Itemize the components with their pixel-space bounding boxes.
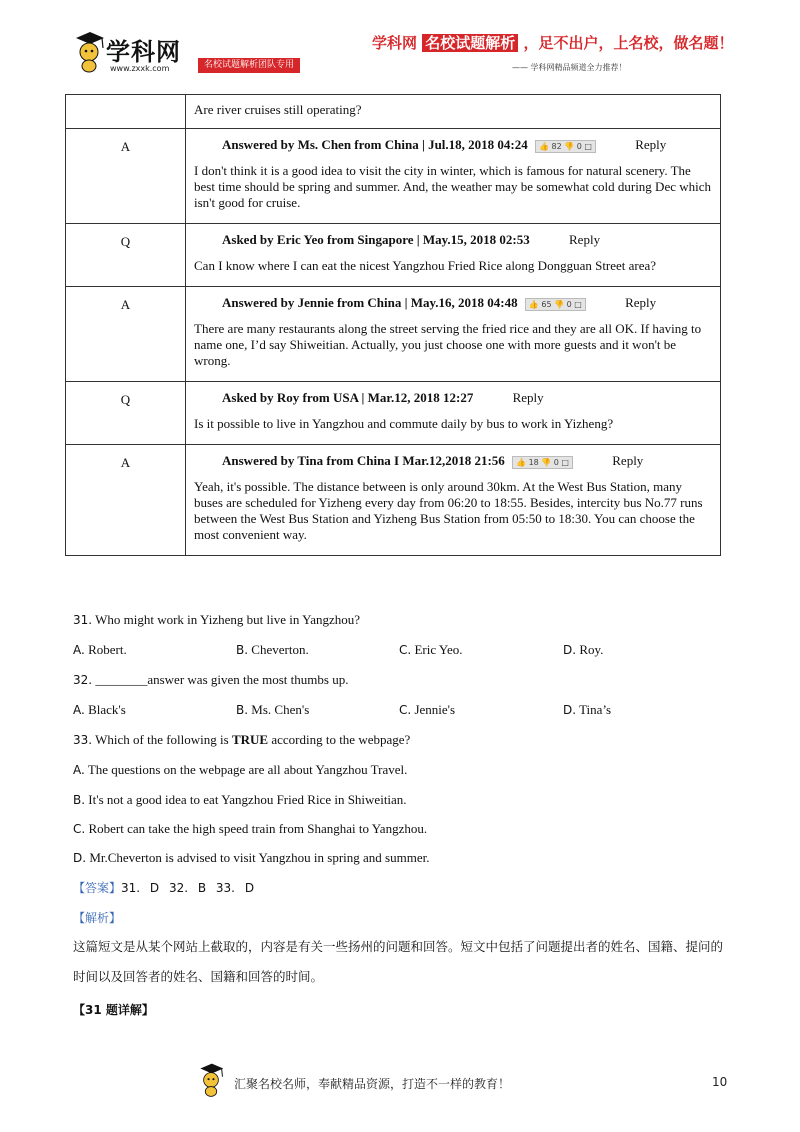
option-33-c: C. Robert can take the high speed train from Shanghai to Yangzhou.: [73, 821, 428, 836]
row-type: A: [66, 129, 186, 224]
votes-down: 0: [576, 141, 582, 151]
row-type: A: [66, 445, 186, 556]
row-text: Can I know where I can eat the nicest Yangzhou Fried Rice along Dongguan Street area?: [194, 258, 657, 273]
votes-up: 65: [541, 299, 552, 309]
table-row: [66, 382, 721, 445]
option-31-d: D. Roy.: [563, 642, 604, 657]
table-row: [66, 445, 721, 556]
votes-up: 82: [551, 141, 562, 151]
row-author: Answered by Jennie from China | May.16, 2018 04:48: [222, 295, 518, 310]
row-meta: [222, 232, 712, 248]
row-meta: [222, 453, 712, 469]
option-31-b: B. Cheverton.: [236, 642, 309, 657]
option-32-d: D. Tina’s: [563, 702, 612, 717]
question-number: 32.: [73, 673, 93, 687]
row-meta: [222, 295, 712, 311]
reply-link[interactable]: Reply: [612, 453, 644, 468]
votes-down: 0: [566, 299, 572, 309]
row-text: There are many restaurants along the street serving the fried rice and they are all OK. If having to name one, I’d say Shiweitian. Actually, you just choose one with more guests and it won't be wrong.: [194, 321, 702, 368]
analysis-heading: [73, 910, 121, 926]
page-number: 10: [712, 1075, 728, 1089]
table-row: [66, 129, 721, 224]
answer-line: [73, 880, 254, 896]
answer-label: 【答案】: [73, 881, 122, 895]
reply-link[interactable]: Reply: [512, 390, 544, 405]
option-32-b: B. Ms. Chen's: [236, 702, 310, 717]
header-slogan: [372, 32, 734, 53]
page-header: [0, 0, 800, 80]
vote-counter[interactable]: 👍 18 👎 0 □: [512, 456, 573, 469]
row-type: A: [66, 287, 186, 382]
question-emphasis: TRUE: [231, 732, 269, 747]
reply-link[interactable]: Reply: [625, 295, 657, 310]
section-title: 【31 题详解】: [73, 1003, 154, 1017]
row-body: [186, 224, 721, 287]
row-text: Yeah, it's possible. The distance between is only around 30km. At the West Bus Station, many buses are scheduled for Yizheng every day from 06:20 to 18:55. Besides, intercity bus No.77 runs between the West Bus Station and Yizheng Bus Station from 05:50 to 18:30. You can choose the most convenient way.: [194, 479, 703, 542]
slogan-prefix: 学科网: [372, 34, 418, 52]
row-meta: [222, 137, 712, 153]
row-author: Asked by Roy from USA | Mar.12, 2018 12:27: [222, 390, 474, 405]
mascot-icon: [197, 1062, 225, 1098]
slogan-suffix: ，足不出户，上名校，做名题！: [523, 34, 734, 52]
row-text: Is it possible to live in Yangzhou and commute daily by bus to work in Yizheng?: [194, 416, 614, 431]
row-body: [186, 382, 721, 445]
question-32: [73, 672, 348, 688]
option-33-b: B. It's not a good idea to eat Yangzhou Fried Rice in Shiweitian.: [73, 792, 407, 807]
row-text: Are river cruises still operating?: [194, 102, 362, 117]
row-body: [186, 445, 721, 556]
answer-value: 31. D 32. B 33. D: [121, 881, 255, 895]
question-number: 31.: [73, 613, 93, 627]
option-31-a: A. Robert.: [73, 642, 127, 657]
row-body: [186, 95, 721, 129]
analysis-label: 【解析】: [73, 911, 122, 925]
header-recommend: —— 学科网精品频道全力推荐！: [512, 63, 627, 72]
option-32-a: A. Black's: [73, 702, 126, 717]
votes-down: 0: [553, 457, 559, 467]
table-row: [66, 224, 721, 287]
logo-text: 学科网: [106, 38, 181, 66]
row-author: Asked by Eric Yeo from Singapore | May.15, 2018 02:53: [222, 232, 530, 247]
footer-slogan: 汇聚名校名师，奉献精品资源，打造不一样的教育！: [234, 1077, 511, 1091]
question-number: 33.: [73, 733, 93, 747]
row-type: [66, 95, 186, 129]
row-type: Q: [66, 224, 186, 287]
slogan-highlight: 名校试题解析: [422, 34, 518, 52]
qa-table: [65, 94, 721, 556]
reply-link[interactable]: Reply: [569, 232, 601, 247]
row-author: Answered by Ms. Chen from China | Jul.18, 2018 04:24: [222, 137, 528, 152]
option-32-c: C. Jennie's: [399, 702, 456, 717]
question-text: answer was given the most thumbs up.: [147, 672, 349, 687]
row-body: [186, 287, 721, 382]
table-row: [66, 95, 721, 129]
vote-counter[interactable]: 👍 65 👎 0 □: [525, 298, 586, 311]
reply-link[interactable]: Reply: [635, 137, 667, 152]
option-33-d: D. Mr.Cheverton is advised to visit Yangzhou in spring and summer.: [73, 850, 430, 865]
question-text: Who might work in Yizheng but live in Yangzhou?: [95, 612, 361, 627]
question-31: [73, 612, 360, 628]
option-31-c: C. Eric Yeo.: [399, 642, 463, 657]
page-footer: [0, 1060, 800, 1110]
row-body: [186, 129, 721, 224]
analysis-paragraph: 这篇短文是从某个网站上截取的，内容是有关一些扬州的问题和回答。短文中包括了问题提出者的姓名、国籍、提问的时间以及回答者的姓名、国籍和回答的时间。: [73, 939, 724, 984]
team-badge: 名校试题解析团队专用: [198, 58, 300, 73]
vote-counter[interactable]: 👍 82 👎 0 □: [535, 140, 596, 153]
row-meta: [222, 390, 712, 406]
option-33-a: A. The questions on the webpage are all about Yangzhou Travel.: [73, 762, 408, 777]
question-text: Which of the following is: [95, 732, 232, 747]
table-row: [66, 287, 721, 382]
row-text: I don't think it is a good idea to visit the city in winter, which is famous for natural scenery. The best time should be spring and summer. And, the weather may be somewhat cold during Dec which isn't good for cruise.: [194, 163, 711, 210]
row-author: Answered by Tina from China I Mar.12,2018 21:56: [222, 453, 505, 468]
logo-url: www.zxxk.com: [110, 64, 170, 73]
votes-up: 18: [528, 457, 539, 467]
question-33: [73, 732, 410, 748]
row-type: Q: [66, 382, 186, 445]
mascot-icon: [72, 30, 106, 74]
answer-blank: ________: [95, 672, 148, 687]
question-text-end: according to the webpage?: [268, 732, 411, 747]
